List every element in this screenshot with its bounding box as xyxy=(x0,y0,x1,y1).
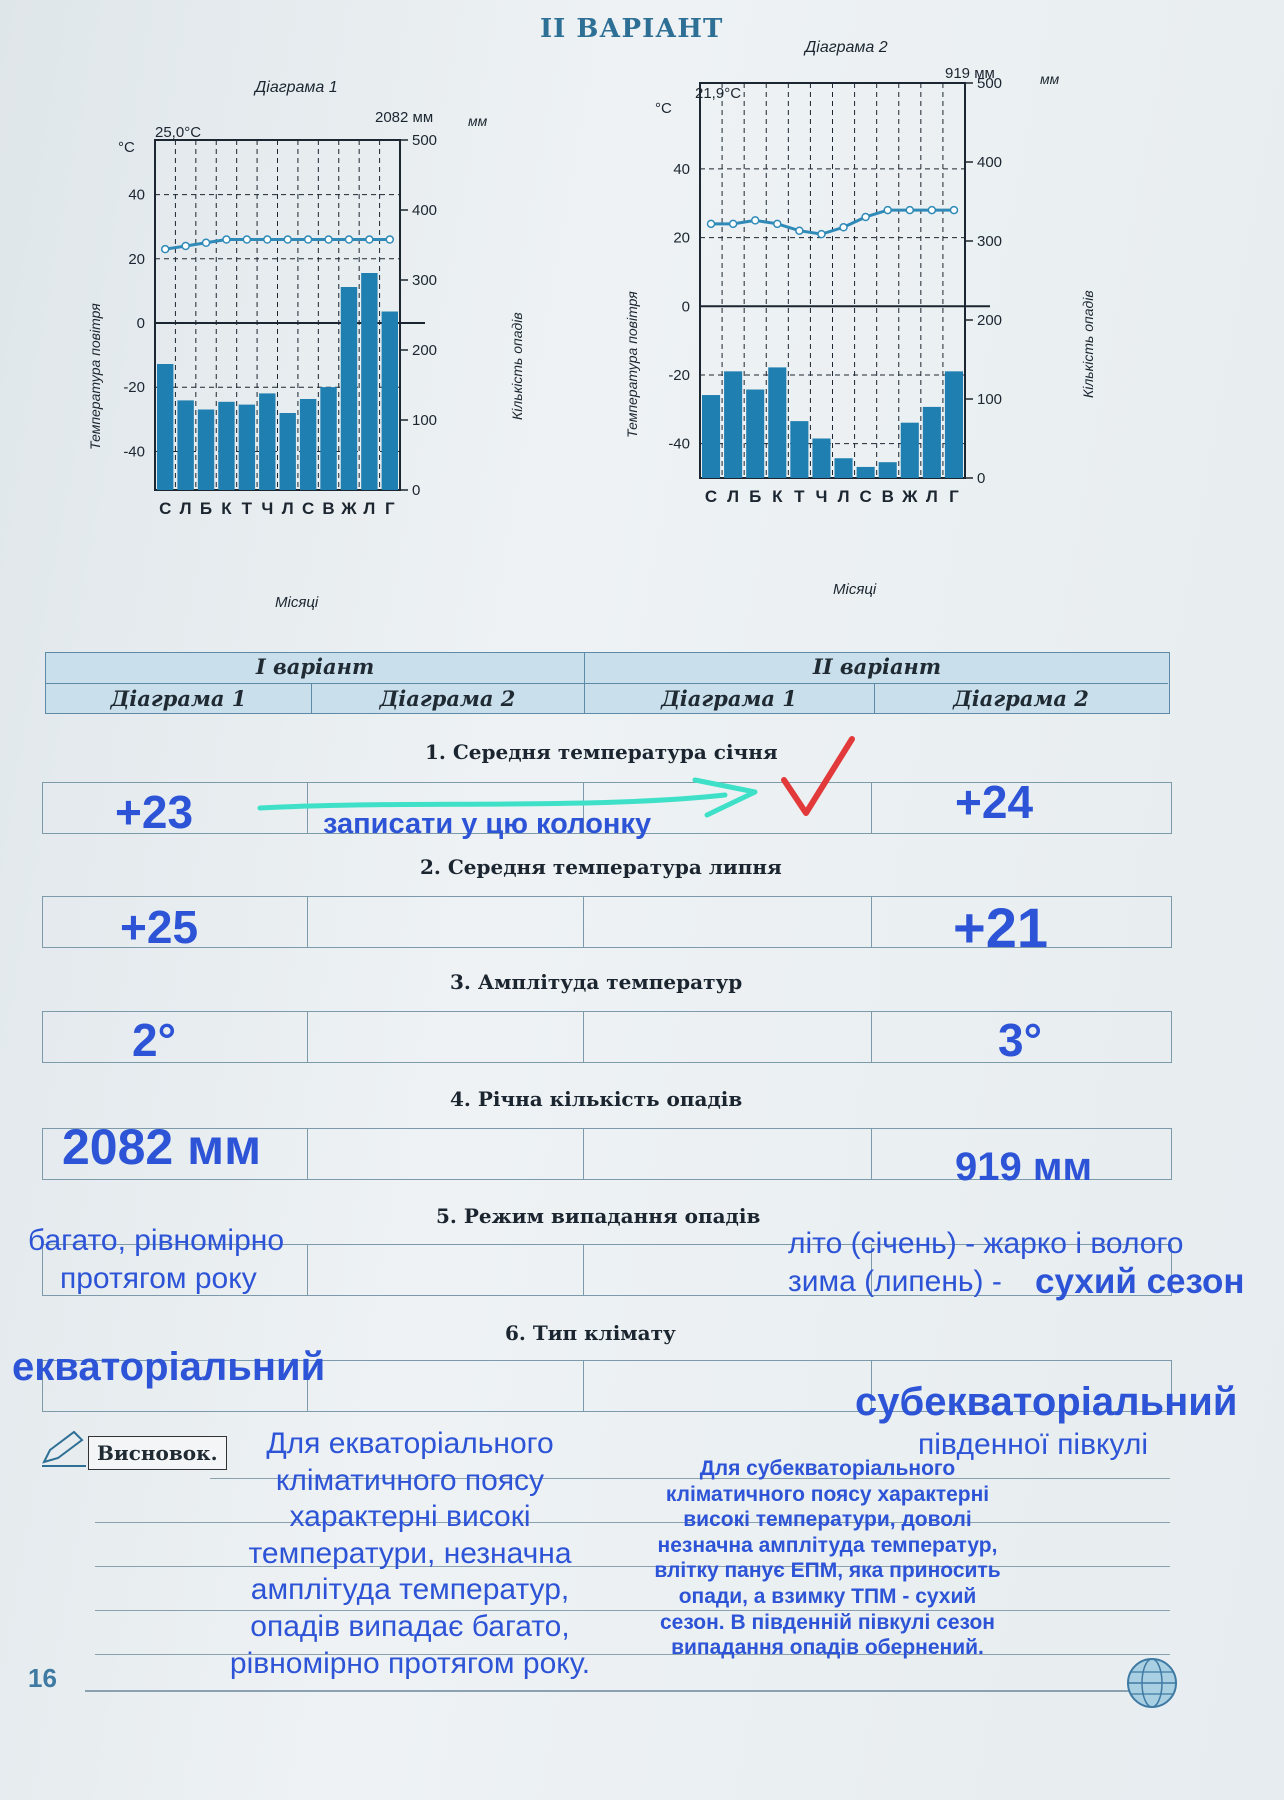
chart1-left-tick: 40 xyxy=(128,186,145,204)
chart2-right-unit: мм xyxy=(1040,71,1060,87)
chart1-temperature-point xyxy=(386,236,393,243)
header-diagram-2b: Діаграма 2 xyxy=(874,683,1168,714)
chart2-left-tick: 20 xyxy=(673,229,690,247)
chart2-bar xyxy=(812,439,830,479)
chart1-left-unit: °С xyxy=(118,139,135,156)
chart1-left-axis-label: Температура повітря xyxy=(87,303,103,450)
chart2-plot-area xyxy=(668,75,1002,506)
chart1-month-label: Л xyxy=(363,499,376,518)
chart1-bar xyxy=(280,413,296,490)
chart1-right-tick: 100 xyxy=(412,412,438,429)
question-5-label: 5. Режим випадання опадів xyxy=(436,1204,761,1228)
answer-regime-1a: багато, рівномірно xyxy=(28,1224,285,1257)
chart1-month-label: В xyxy=(322,499,335,518)
chart1-right-tick: 200 xyxy=(412,342,438,359)
question-6-label: 6. Тип клімату xyxy=(505,1321,676,1345)
question-3-label: 3. Амплітуда температур xyxy=(450,970,743,994)
chart1-temperature-point xyxy=(325,236,332,243)
chart2-bar xyxy=(857,467,875,478)
answer-jan-2: +24 xyxy=(955,776,1034,828)
chart1-bar xyxy=(361,273,377,490)
chart1-temperature-line xyxy=(165,240,390,250)
answer-amp-1: 2° xyxy=(132,1014,176,1066)
chart2-right-tick: 200 xyxy=(977,312,1003,329)
page-title: II ВАРІАНТ xyxy=(540,14,724,44)
chart2-month-label: Т xyxy=(794,487,805,506)
chart2-right-tick: 400 xyxy=(977,154,1003,171)
chart2-month-label: В xyxy=(881,487,894,506)
chart1-bar xyxy=(300,399,316,490)
chart2-bar xyxy=(746,390,764,478)
chart2-bar xyxy=(945,371,963,478)
checkmark-icon xyxy=(778,735,858,825)
chart2-month-label: Л xyxy=(837,487,850,506)
header-divider xyxy=(874,683,875,713)
header-diagram-2a: Діаграма 2 xyxy=(311,683,584,714)
chart2-left-tick: -40 xyxy=(668,435,690,453)
page-number: 16 xyxy=(28,1663,57,1693)
chart1-bar xyxy=(239,405,255,490)
chart2-left-tick: 40 xyxy=(673,160,690,178)
chart1-precip-label: 2082 мм xyxy=(375,109,434,126)
chart2-temperature-point xyxy=(730,220,737,227)
chart2-temperature-point xyxy=(818,231,825,238)
chart1-left-tick: -40 xyxy=(123,443,145,461)
chart1-month-label: Г xyxy=(384,499,395,518)
answer-jul-2: +21 xyxy=(953,896,1048,959)
chart2-left-axis-label: Температура повітря xyxy=(624,291,640,438)
chart1-bar xyxy=(218,402,234,490)
chart1-right-tick: 0 xyxy=(412,482,421,499)
header-diagram-1a: Діаграма 1 xyxy=(46,683,311,714)
pen-icon xyxy=(40,1428,90,1468)
header-diagram-1b: Діаграма 1 xyxy=(584,683,874,714)
chart2-right-tick: 0 xyxy=(977,470,986,487)
answer-jul-1: +25 xyxy=(120,901,199,953)
chart1-bar xyxy=(382,312,398,491)
chart1-temperature-point xyxy=(162,246,169,253)
answer-regime-1b: протягом року xyxy=(60,1262,257,1295)
answer-precip-2: 919 мм xyxy=(955,1145,1093,1189)
answer-type-1: екваторіальний xyxy=(12,1345,326,1389)
header-divider xyxy=(311,683,312,713)
chart1-left-tick: 0 xyxy=(136,315,145,333)
chart2-right-tick: 500 xyxy=(977,75,1003,92)
chart2-temp-label: 21,9°С xyxy=(695,85,742,102)
chart1-temperature-point xyxy=(305,236,312,243)
chart2-right-tick: 100 xyxy=(977,391,1003,408)
chart1-bar xyxy=(157,364,173,490)
chart1-bar xyxy=(341,287,357,490)
climate-diagram-1 xyxy=(70,70,540,630)
chart1-bar xyxy=(320,387,336,490)
chart2-title: Діаграма 2 xyxy=(805,39,888,56)
chart2-temperature-point xyxy=(774,220,781,227)
header-divider xyxy=(584,653,585,713)
chart2-month-label: Ж xyxy=(902,487,918,506)
answer-type-2: субекваторіальний xyxy=(855,1380,1238,1424)
chart2-bar xyxy=(790,421,808,478)
chart1-right-tick: 300 xyxy=(412,272,438,289)
answer-regime-2c: сухий сезон xyxy=(1035,1262,1245,1301)
chart2-bar xyxy=(923,407,941,478)
chart2-bar xyxy=(702,395,720,478)
chart2-temperature-point xyxy=(928,207,935,214)
chart2-bar xyxy=(901,423,919,478)
answer-regime-2b: зима (липень) - xyxy=(788,1265,1002,1298)
chart2-month-label: Г xyxy=(949,487,959,506)
chart1-month-label: С xyxy=(301,499,315,518)
chart2-month-label: Л xyxy=(727,487,740,506)
chart1-left-tick: -20 xyxy=(123,379,145,397)
chart1-month-label: Ч xyxy=(261,499,274,518)
chart2-month-label: С xyxy=(859,487,872,506)
chart2-bar xyxy=(879,462,897,478)
chart2-temperature-point xyxy=(862,213,869,220)
chart1-plot-area xyxy=(123,132,437,518)
chart2-temperature-point xyxy=(906,207,913,214)
chart1-right-axis-label: Кількість опадів xyxy=(509,312,525,420)
chart1-month-label: С xyxy=(159,499,172,518)
globe-icon xyxy=(1122,1655,1182,1715)
chart1-temperature-point xyxy=(264,236,271,243)
chart1-month-label: К xyxy=(221,499,232,518)
chart1-month-label: Б xyxy=(199,499,213,518)
chart2-bar xyxy=(768,367,786,478)
chart1-left-tick: 20 xyxy=(128,250,145,268)
answer-amp-2: 3° xyxy=(998,1014,1042,1066)
variant-2-heading: ІІ варіант xyxy=(812,654,942,679)
conclusion-label: Висновок. xyxy=(88,1436,227,1470)
chart1-bar xyxy=(198,410,214,491)
hint-text: записати у цю колонку xyxy=(323,808,652,840)
chart2-temperature-point xyxy=(884,207,891,214)
chart1-month-label: Ж xyxy=(341,499,357,518)
chart2-bar xyxy=(724,371,742,478)
climate-diagram-2 xyxy=(615,28,1105,608)
chart2-right-axis-label: Кількість опадів xyxy=(1080,290,1096,398)
question-2-label: 2. Середня температура липня xyxy=(420,855,782,879)
chart2-month-label: Л xyxy=(925,487,938,506)
chart1-right-tick: 500 xyxy=(412,132,438,149)
chart2-temperature-point xyxy=(950,207,957,214)
chart1-right-unit: мм xyxy=(468,113,488,129)
chart1-title: Діаграма 1 xyxy=(255,79,338,96)
answer-type-2b: південної півкулі xyxy=(918,1428,1149,1461)
chart1-temperature-point xyxy=(284,236,291,243)
chart1-month-label: Т xyxy=(241,499,253,518)
chart2-left-unit: °С xyxy=(655,100,672,117)
chart1-x-label: Місяці xyxy=(275,594,319,611)
chart2-month-label: Ч xyxy=(815,487,828,506)
chart1-temperature-point xyxy=(223,236,230,243)
chart1-temp-label: 25,0°С xyxy=(155,124,202,141)
chart2-month-label: Б xyxy=(749,487,762,506)
answer-jan-1: +23 xyxy=(115,786,194,838)
conclusion-left: Для екваторіального кліматичного поясу характерні високі температури, незначна амплітуда температур, опадів випадає багато, рівномірно протягом року. xyxy=(229,1427,591,1680)
chart1-temperature-point xyxy=(203,239,210,246)
footer-line xyxy=(85,1690,1135,1692)
table-header xyxy=(45,652,1170,714)
chart2-left-tick: 0 xyxy=(681,298,690,316)
answer-precip-1: 2082 мм xyxy=(62,1119,262,1175)
chart2-temperature-point xyxy=(840,224,847,231)
chart1-month-label: Л xyxy=(281,499,294,518)
chart1-temperature-point xyxy=(243,236,250,243)
chart2-right-tick: 300 xyxy=(977,233,1003,250)
chart2-month-label: К xyxy=(772,487,783,506)
chart2-temperature-point xyxy=(752,217,759,224)
question-1-label: 1. Середня температура січня xyxy=(425,740,778,764)
chart1-right-tick: 400 xyxy=(412,202,438,219)
chart1-bar xyxy=(259,393,275,490)
conclusion-right: Для субекваторіального кліматичного поясу характерні високі температури, доволі незначна амплітуда температур, влітку панує ЕПМ, яка приносить опади, а взимку ТПМ - сухий сезон. В південній півкулі сезон випадання опадів обернений. xyxy=(654,1457,1001,1660)
chart2-precip-label: 919 мм xyxy=(945,65,995,82)
chart2-left-tick: -20 xyxy=(668,366,690,384)
variant-1-heading: І варіант xyxy=(255,654,375,679)
chart1-temperature-point xyxy=(345,236,352,243)
question-4-label: 4. Річна кількість опадів xyxy=(450,1087,743,1111)
chart2-x-label: Місяці xyxy=(833,581,877,598)
chart1-temperature-point xyxy=(366,236,373,243)
chart2-temperature-point xyxy=(796,227,803,234)
chart1-temperature-point xyxy=(182,242,189,249)
chart1-bar xyxy=(177,400,193,490)
chart2-month-label: С xyxy=(704,487,718,506)
answer-regime-2a: літо (січень) - жарко і волого xyxy=(788,1227,1184,1260)
chart1-month-label: Л xyxy=(179,499,192,518)
chart2-bar xyxy=(835,458,853,478)
chart2-temperature-point xyxy=(708,220,715,227)
